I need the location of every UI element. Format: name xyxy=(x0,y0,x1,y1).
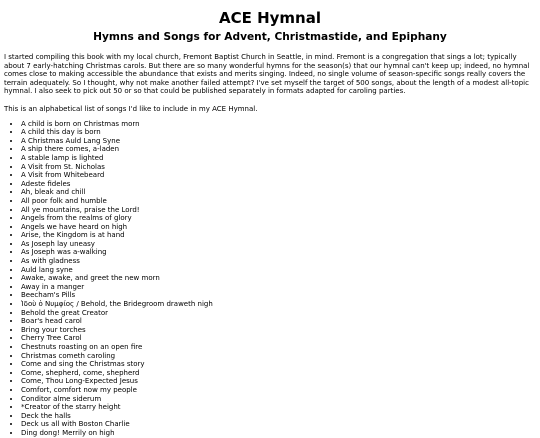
song-list-item: • A Christmas Auld Lang Syne xyxy=(21,137,536,146)
song-list xyxy=(4,120,536,438)
song-list-item: • Arise, the Kingdom is at hand xyxy=(21,231,536,240)
song-list-item: • Awake, awake, and greet the new morn xyxy=(21,274,536,283)
song-list-item: • Conditor alme siderum xyxy=(21,395,536,404)
song-list-item: • Ah, bleak and chill xyxy=(21,188,536,197)
list-intro-paragraph: This is an alphabetical list of songs I'd like to include in my ACE Hymnal. xyxy=(4,104,258,113)
song-list-item: • Ἰδοὺ ὁ Νυμφίος / Behold, the Bridegroom draweth nigh xyxy=(21,300,536,309)
song-list-item: • Boar's head carol xyxy=(21,317,536,326)
song-list-item: • Auld lang syne xyxy=(21,266,536,275)
song-list-item: • Come, shepherd, come, shepherd xyxy=(21,369,536,378)
song-list-item: • All poor folk and humble xyxy=(21,197,536,206)
song-list-item: • Deck us all with Boston Charlie xyxy=(21,420,536,429)
song-list-item: • Behold the great Creator xyxy=(21,309,536,318)
song-list-item: • A child this day is born xyxy=(21,128,536,137)
song-list-item: • As Joseph lay uneasy xyxy=(21,240,536,249)
song-list-item: • Come and sing the Christmas story xyxy=(21,360,536,369)
song-list-item: • Away in a manger xyxy=(21,283,536,292)
song-list-item: • Christmas cometh caroling xyxy=(21,352,536,361)
song-list-item: • Ding dong! Merrily on high xyxy=(21,429,536,438)
intro-paragraph: I started compiling this book with my local church, Fremont Baptist Church in Seattle, in mind. Fremont is a congregation that sings a lot; typically about 7 early-hatching Christmas carols. But there are so many wonderful hymns for the season(s) that our hymnal can't keep up; indeed, no hymnal comes close to making accessible the abundance that exists and merits singing. Indeed, no single volume of season-specific songs really covers the terrain adequately. So I thought, why not make another failed attempt? I've set myself the target of 500 songs, about the length of a modest all-topic hymnal. I also seek to pick out 50 or so that could be published separately in formats adapted for caroling parties. xyxy=(4,53,530,96)
song-list-item: • A ship there comes, a-laden xyxy=(21,145,536,154)
song-list-item: • As with gladness xyxy=(21,257,536,266)
song-list-item: • A Visit from St. Nicholas xyxy=(21,163,536,172)
song-list-item: • Angels from the realms of glory xyxy=(21,214,536,223)
song-list-item: • All ye mountains, praise the Lord! xyxy=(21,206,536,215)
song-list-item: • As Joseph was a-walking xyxy=(21,248,536,257)
page-subtitle: Hymns and Songs for Advent, Christmastide, and Epiphany xyxy=(93,31,447,43)
song-list-item: • Cherry Tree Carol xyxy=(21,334,536,343)
song-list-item: • *Creator of the starry height xyxy=(21,403,536,412)
song-list-item: • Come, Thou Long-Expected Jesus xyxy=(21,377,536,386)
song-list-item: • Adeste fideles xyxy=(21,180,536,189)
song-list-item: • Comfort, comfort now my people xyxy=(21,386,536,395)
page-title: ACE Hymnal xyxy=(219,9,321,27)
song-list-item: • Bring your torches xyxy=(21,326,536,335)
song-list-item: • Deck the halls xyxy=(21,412,536,421)
song-list-item: • A Visit from Whitebeard xyxy=(21,171,536,180)
song-list-item: • A child is born on Christmas morn xyxy=(21,120,536,129)
song-list-item: • Angels we have heard on high xyxy=(21,223,536,232)
song-list-item: • A stable lamp is lighted xyxy=(21,154,536,163)
song-list-item: • Chestnuts roasting on an open fire xyxy=(21,343,536,352)
song-list-item: • Beecham's Pills xyxy=(21,291,536,300)
